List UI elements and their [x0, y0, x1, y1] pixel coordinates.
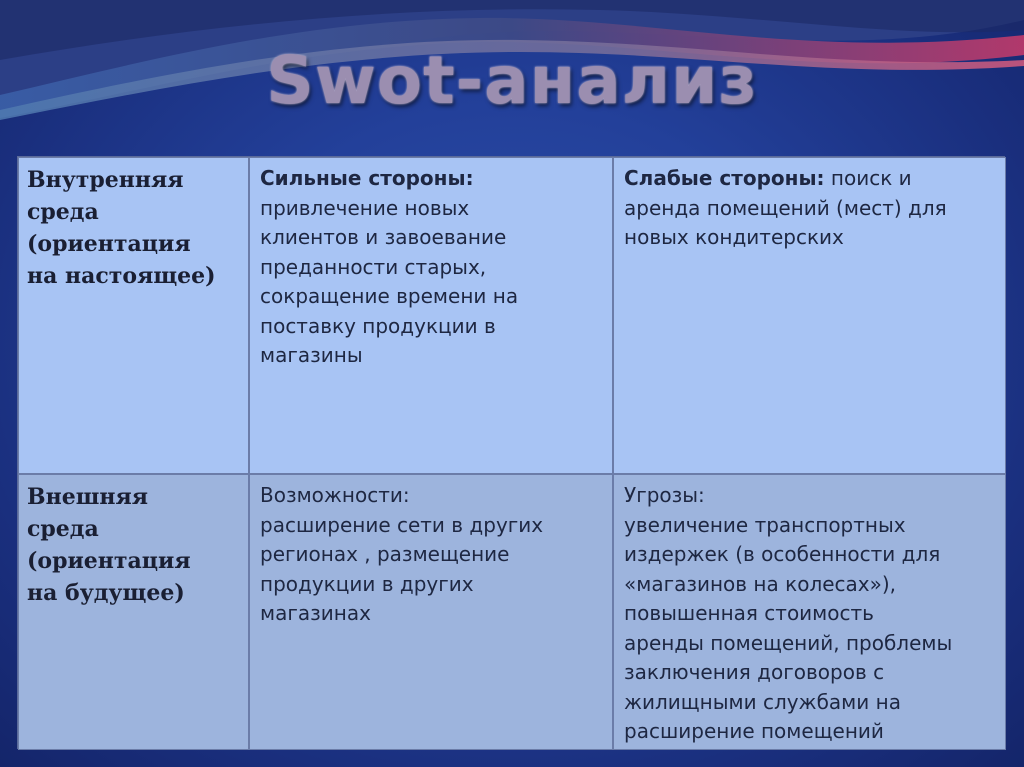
external-environment-header: Внешняя среда (ориентация на будущее) [18, 474, 249, 750]
threats-text: Угрозы: увеличение транспортных издержек (в особенности для «магазинов на колесах»), повышенная стоимость аренды помещений, проблемы заключения договоров с жилищными службами на расширение помещений [624, 483, 953, 743]
strengths-label: Сильные стороны: [260, 166, 474, 190]
weaknesses-label: Слабые стороны: [624, 166, 825, 190]
internal-environment-header: Внутренняя среда (ориентация на настоящее) [18, 157, 249, 474]
strengths-text: привлечение новых клиентов и завоевание преданности старых, сокращение времени на поставку продукции в магазины [260, 195, 519, 367]
weaknesses-cell [613, 157, 1006, 474]
opportunities-cell [249, 474, 613, 750]
opportunities-text: Возможности: расширение сети в других регионах , размещение продукции в других магазинах [260, 483, 544, 625]
strengths-cell [249, 157, 613, 474]
weaknesses-text: поиск и аренда помещений (мест) для новых кондитерских [624, 166, 947, 249]
swot-table [17, 156, 1005, 749]
slide-title: Swot-анализ [266, 42, 758, 119]
threats-cell [613, 474, 1006, 750]
